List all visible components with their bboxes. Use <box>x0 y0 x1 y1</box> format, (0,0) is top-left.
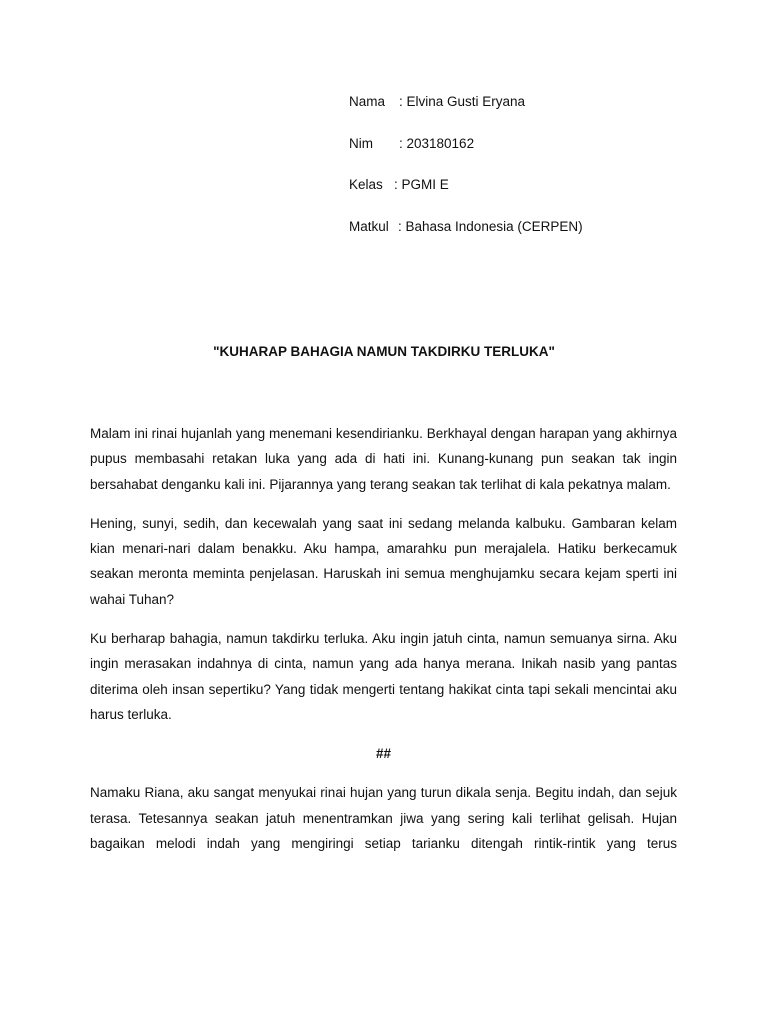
nim-row <box>349 134 583 154</box>
paragraph: Hening, sunyi, sedih, dan kecewalah yang saat ini sedang melanda kalbuku. Gambaran kelam kian menari-nari dalam benakku. Aku hampa, amarahku pun merajalela. Hatiku berkecamuk seakan meronta meminta penjelasan. Haruskah ini semua menghujamku secara kejam sperti ini wahai Tuhan? <box>90 515 677 607</box>
section-separator: ## <box>375 746 392 762</box>
nama-row <box>349 92 583 112</box>
story-body <box>90 421 677 870</box>
paragraph: Namaku Riana, aku sangat menyukai rinai hujan yang turun dikala senja. Begitu indah, dan sejuk terasa. Tetesannya seakan jatuh menentramkan jiwa yang sering kali terlihat gelisah. Hujan bagaikan melodi indah yang mengiringi setiap tarianku ditengah rintik-rintik yang terus <box>90 785 677 851</box>
nim-label: Nim <box>349 135 373 151</box>
matkul-label: Matkul <box>349 218 389 234</box>
nama-label: Nama <box>349 94 386 109</box>
paragraph: Malam ini rinai hujanlah yang menemani kesendirianku. Berkhayal dengan harapan yang akhirnya pupus membasahi retakan luka yang ada di hati ini. Kunang-kunang pun seakan tak ingin bersahabat denganku kali ini. Pijarannya yang terang seakan tak terlihat di kala pekatnya malam. <box>90 426 677 492</box>
nim-value: : 203180162 <box>399 135 475 151</box>
kelas-value: : PGMI E <box>394 177 449 192</box>
paragraph: Ku berharap bahagia, namun takdirku terluka. Aku ingin jatuh cinta, namun semuanya sirna. Aku ingin merasakan indahnya di cinta, namun yang ada hanya merana. Inikah nasib yang pantas diterima oleh insan sepertiku? Yang tidak mengerti tentang hakikat cinta tapi sekali mencintai aku harus terluka. <box>90 631 677 722</box>
kelas-row <box>349 175 583 195</box>
student-info <box>349 92 583 258</box>
nama-value: : Elvina Gusti Eryana <box>399 94 526 109</box>
matkul-value: : Bahasa Indonesia (CERPEN) <box>398 218 583 234</box>
matkul-row <box>349 217 583 237</box>
kelas-label: Kelas <box>349 177 383 192</box>
story-title: "KUHARAP BAHAGIA NAMUN TAKDIRKU TERLUKA" <box>213 344 555 359</box>
